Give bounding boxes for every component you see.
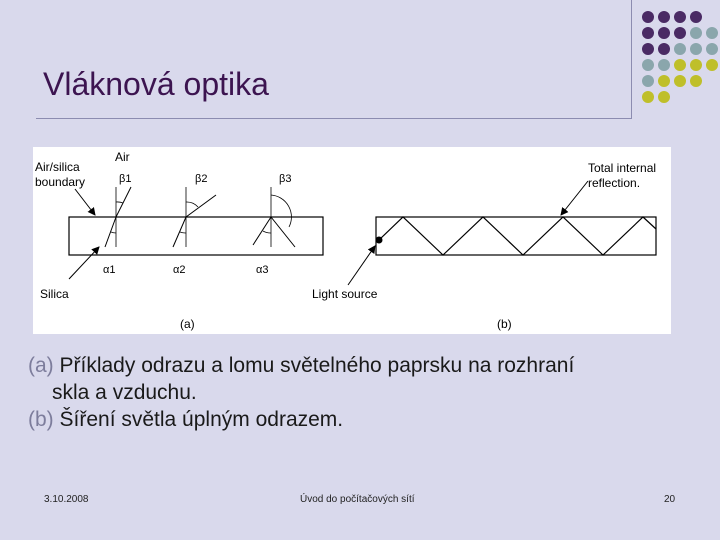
beta2-label: β2 [195, 173, 208, 185]
dot-row-2 [642, 27, 718, 39]
angle-arc-beta2 [186, 202, 198, 207]
fiber-optics-figure [33, 147, 671, 334]
caption-line-3 [28, 406, 688, 433]
boundary-pointer-arrow [75, 189, 95, 215]
caption-line-1 [28, 352, 688, 379]
tir-pointer-arrow [561, 181, 588, 215]
tir-label-line1: Total internal [588, 161, 657, 175]
caption-tag-b: (b) [28, 408, 54, 431]
footer-date: 3.10.2008 [44, 494, 89, 505]
silica-pointer-arrow [69, 247, 99, 279]
incident-ray-2 [173, 217, 186, 247]
incident-ray-1 [105, 217, 116, 247]
light-source-dot [376, 237, 383, 244]
dot-row-4 [642, 59, 718, 71]
alpha1-label: α1 [103, 264, 116, 276]
angle-arc-alpha1 [111, 232, 116, 233]
title-divider-horizontal [36, 118, 632, 119]
silica-slab [69, 217, 323, 255]
silica-label: Silica [40, 287, 69, 301]
caption-text-1: Příklady odrazu a lomu světelného paprsku na rozhraní [53, 354, 575, 377]
angle-arc-beta1 [116, 202, 123, 203]
figure-caption [28, 352, 688, 433]
boundary-label-line2: boundary [35, 175, 86, 189]
panel-b [312, 161, 656, 331]
dot-row-5 [642, 75, 702, 87]
panel-b-label: (b) [497, 317, 512, 331]
angle-arc-alpha3 [263, 231, 271, 233]
title-divider-vertical [631, 0, 632, 119]
beta1-label: β1 [119, 173, 132, 185]
caption-tag-a: (a) [28, 354, 54, 377]
dot-row-6 [642, 91, 670, 103]
light-source-pointer-arrow [348, 246, 375, 285]
footer-page-number: 20 [664, 494, 676, 505]
dot-row-3 [642, 43, 718, 55]
figure-drawing [33, 147, 671, 334]
panel-a-label: (a) [180, 317, 195, 331]
air-label: Air [115, 150, 130, 164]
incident-ray-3 [253, 217, 271, 245]
tir-label-line2: reflection. [588, 176, 641, 190]
panel-a [35, 150, 323, 331]
beta3-label: β3 [279, 173, 292, 185]
light-source-label: Light source [312, 287, 378, 301]
caption-line-2: skla a vzduchu. [52, 381, 197, 404]
tir-zigzag-ray [379, 217, 656, 255]
refracted-ray-2 [186, 195, 216, 217]
caption-text-3: Šíření světla úplným odrazem. [53, 408, 344, 431]
angle-arc-beta3 [271, 195, 291, 227]
alpha2-label: α2 [173, 264, 186, 276]
alpha3-label: α3 [256, 264, 269, 276]
angle-arc-alpha2 [180, 232, 186, 233]
fiber-core [376, 217, 656, 255]
footer-course-title: Úvod do počítačových sítí [300, 494, 415, 505]
dot-row-1 [642, 11, 702, 23]
slide-title: Vláknová optika [43, 66, 269, 102]
boundary-label-line1: Air/silica [35, 160, 80, 174]
